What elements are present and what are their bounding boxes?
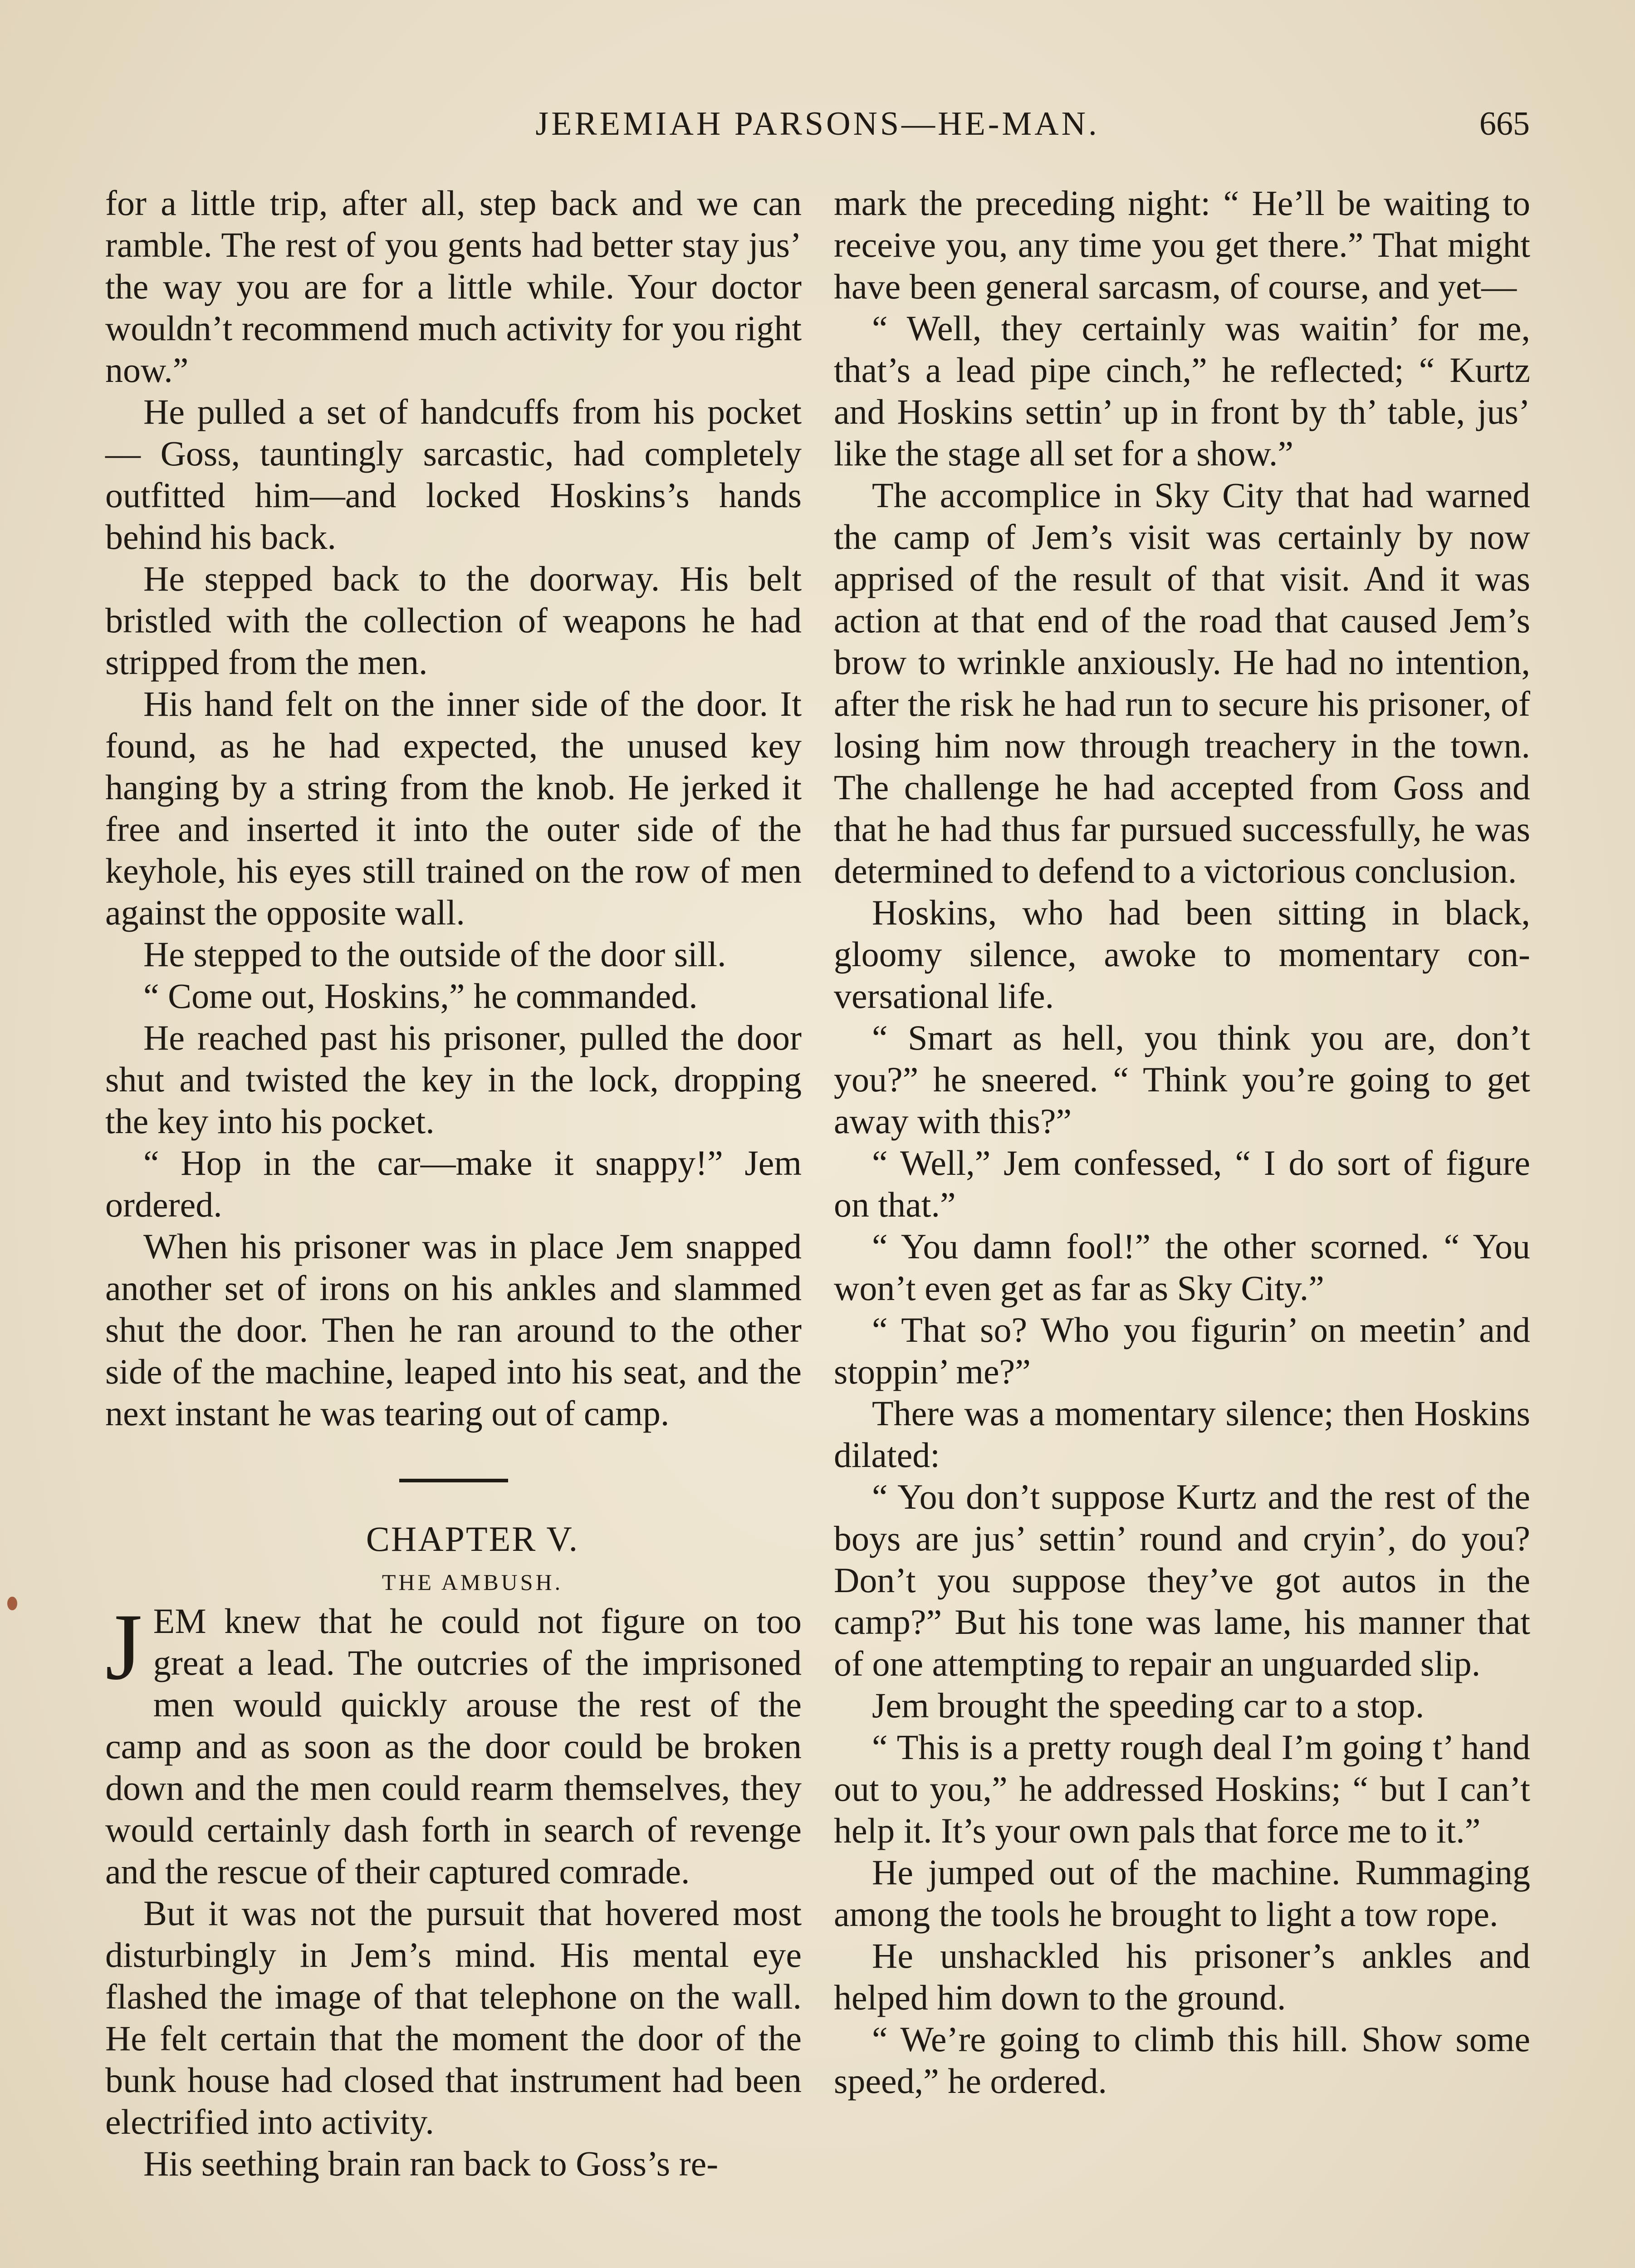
right-column (834, 182, 1530, 2102)
paragraph: There was a momentary silence; then Hoskins dilated: (834, 1393, 1530, 1475)
paragraph: Jem brought the speeding car to a stop. (872, 1686, 1425, 1725)
paragraph: “ Well, they certainly was waitin’ for me, that’s a lead pipe cinch,” he reflected; “ Kurtz and Hoskins settin’ up in front by th’ table, jus’ like the stage all set for a show.” (834, 308, 1530, 473)
paragraph: “ Smart as hell, you think you are, don’t you?” he sneered. “ Think you’re going to get away with this?” (834, 1018, 1530, 1141)
paragraph: “ Come out, Hoskins,” he commanded. (143, 976, 698, 1016)
left-column (105, 182, 802, 2185)
paragraph: His seething brain ran back to Goss’s re- (143, 2144, 719, 2183)
paragraph: But it was not the pursuit that hovered most disturbingly in Jem’s mind. His mental eye flashed the image of that telephone on the wall. He felt certain that the moment the door of the bunk house had closed that instrument had been electrified into activity. (105, 1893, 802, 2141)
page-number: 665 (1479, 105, 1530, 142)
paragraph: “ This is a pretty rough deal I’m going t’ hand out to you,” he addressed Hoskins; “ but I can’t help it. It’s your own pals that force me to it.” (834, 1727, 1530, 1850)
paragraph: He stepped to the outside of the door sill. (143, 934, 726, 974)
paragraph: mark the preceding night: “ He’ll be waiting to receive you, any time you get there.” That might have been general sarcasm, of course, and yet— (834, 183, 1530, 306)
paragraph: He jumped out of the machine. Rummaging among the tools he brought to light a tow rope. (834, 1853, 1530, 1934)
paragraph: His hand felt on the inner side of the door. It found, as he had expected, the unused key hanging by a string from the knob. He jerked it free and inserted it into the outer side of the keyhole, his eyes still trained on the row of men against the opposite wall. (105, 684, 802, 932)
paragraph: Hoskins, who had been sitting in black, gloomy silence, awoke to momentary conversational life. (834, 893, 1530, 1016)
paragraph: He pulled a set of handcuffs from his pocket— Goss, tauntingly sarcastic, had completely outfitted him—and locked Hoskins’s hands behind his back. (105, 392, 802, 557)
chapter-subtitle: THE AMBUSH. (382, 1569, 563, 1595)
paragraph: When his prisoner was in place Jem snapped another set of irons on his ankles and slammed shut the door. Then he ran around to the other side of the machine, leaped into his seat, and the next instant he was tearing out of camp. (105, 1227, 802, 1433)
chapter-opening-paragraph (105, 1594, 802, 1892)
paragraph: The accomplice in Sky City that had warned the camp of Jem’s visit was certainly by now apprised of the result of that visit. And it was action at that end of the road that caused Jem’s brow to wrinkle anxiously. He had no intention, after the risk he had run to secure his prisoner, of losing him now through treachery in the town. The challenge he had accepted from Goss and that he had thus far pursued successfully, he was determined to defend to a victorious conclusion. (834, 475, 1530, 890)
paragraph: “ Hop in the car—make it snappy!” Jem ordered. (105, 1143, 802, 1224)
paragraph: “ That so? Who you figurin’ on meetin’ and stoppin’ me?” (834, 1310, 1530, 1391)
paragraph: “ You damn fool!” the other scorned. “ You won’t even get as far as Sky City.” (834, 1227, 1530, 1308)
opening-text: EM knew that he could not figure on too great a lead. The outcries of the imprisoned men would quickly arouse the rest of the camp and as soon as the door could be broken down and the men could rearm themselves, they would certainly dash forth in search of revenge and the rescue of their captured comrade. (105, 1601, 802, 1891)
paragraph: He reached past his prisoner, pulled the door shut and twisted the key in the lock, dropping the key into his pocket. (105, 1018, 802, 1141)
paragraph: He stepped back to the doorway. His belt bristled with the collection of weapons he had stripped from the men. (105, 559, 802, 682)
drop-cap: J (105, 1594, 142, 1700)
chapter-title: CHAPTER V. (366, 1519, 579, 1559)
paragraph: for a little trip, after all, step back and we can ramble. The rest of you gents had better stay jus’ the way you are for a little while. Your doctor wouldn’t recommend much activity for you right now.” (105, 183, 802, 390)
page-header (105, 99, 1530, 149)
paper-stain (7, 1597, 17, 1610)
paragraph: “ Well,” Jem confessed, “ I do sort of figure on that.” (834, 1143, 1530, 1224)
running-head: JEREMIAH PARSONS—HE-MAN. (535, 105, 1100, 142)
paragraph: “ We’re going to climb this hill. Show some speed,” he ordered. (834, 2019, 1530, 2101)
paragraph: “ You don’t suppose Kurtz and the rest of the boys are jus’ settin’ round and cryin’, do you? Don’t you suppose they’ve got autos in the camp?” But his tone was lame, his manner that of one attempting to repair an unguarded slip. (834, 1477, 1530, 1683)
section-divider (399, 1479, 508, 1482)
paragraph: He unshackled his prisoner’s ankles and helped him down to the ground. (834, 1936, 1530, 2017)
